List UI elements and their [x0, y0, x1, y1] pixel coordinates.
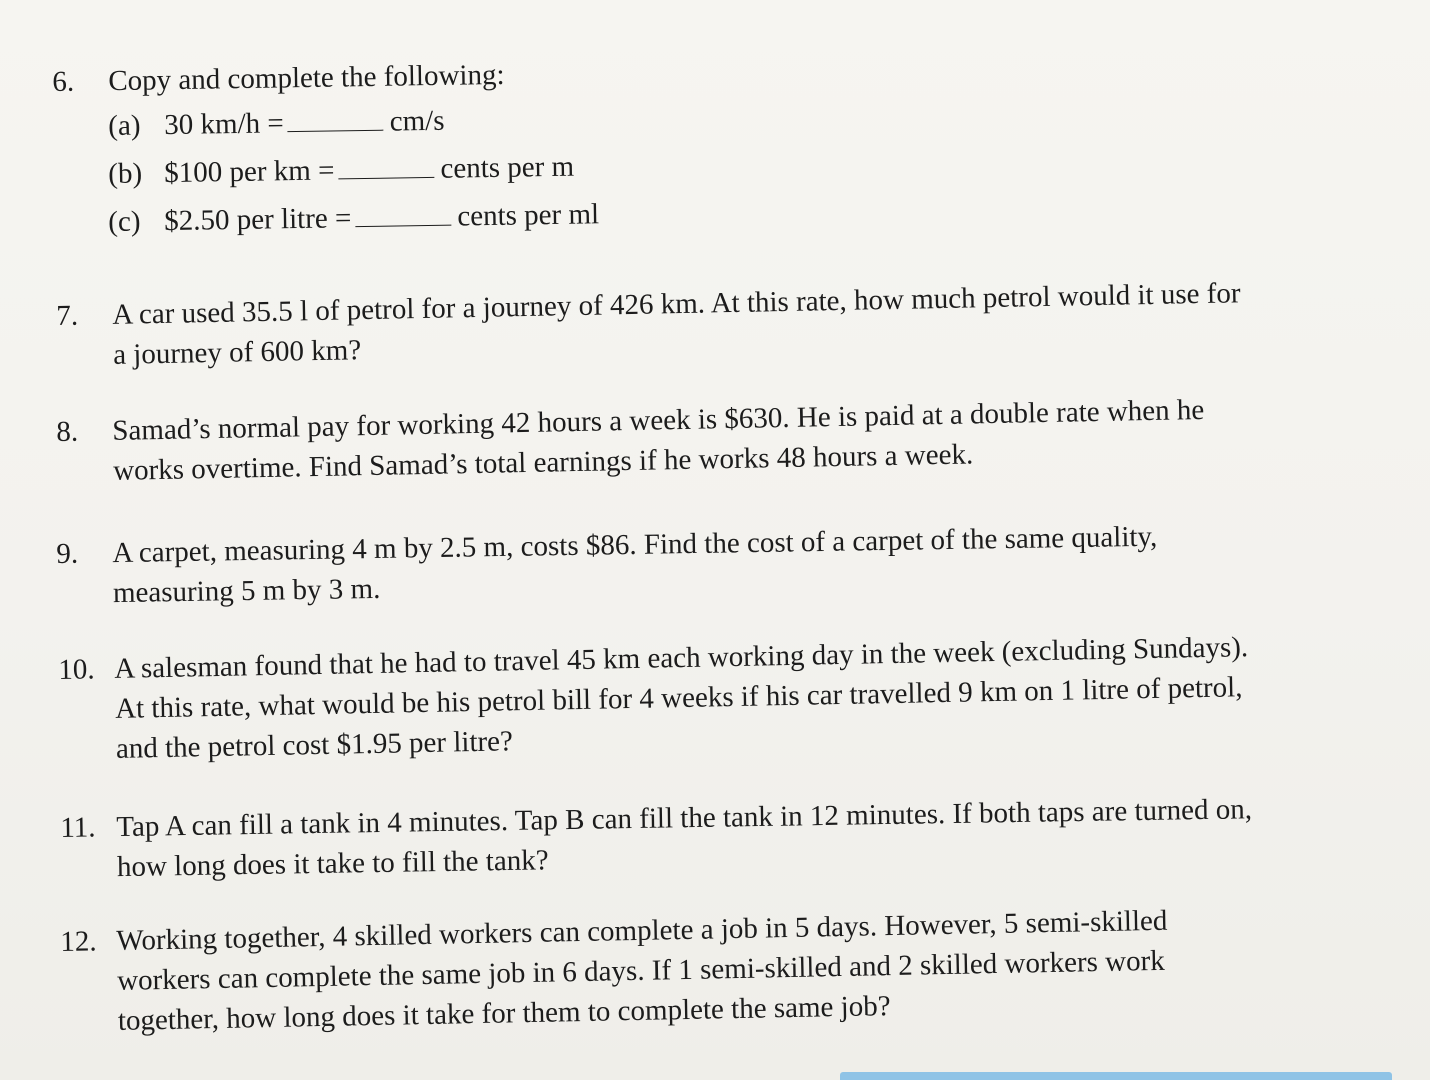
question-line: how long does it take to fill the tank? [116, 844, 549, 884]
part-label: (a) [108, 109, 141, 142]
question-line: A car used 35.5 l of petrol for a journey of 426 km. At this rate, how much petrol would it use for [112, 277, 1241, 331]
part-label: (b) [108, 157, 143, 190]
question-12 [60, 897, 1362, 1042]
question-line: together, how long does it take for them to complete the same job? [117, 990, 891, 1037]
answer-blank [338, 155, 434, 180]
question-number: 6. [52, 65, 75, 98]
question-text [112, 390, 1205, 491]
question-line: Tap A can fill a tank in 4 minutes. Tap B can fill the tank in 12 minutes. If both taps are turned on, [116, 793, 1253, 844]
question-number: 12. [60, 925, 97, 958]
question-text [116, 901, 1169, 1041]
part-left: $100 per km = [164, 154, 335, 190]
question-6-part-b [108, 149, 574, 192]
question-number: 8. [56, 415, 79, 448]
question-11 [60, 787, 1401, 888]
part-right: cents per ml [457, 198, 600, 233]
question-line: a journey of 600 km? [112, 334, 362, 371]
question-text [116, 789, 1253, 887]
question-number: 11. [60, 811, 96, 844]
question-6-part-a [108, 103, 445, 144]
question-line: measuring 5 m by 3 m. [112, 572, 381, 610]
part-right: cm/s [389, 104, 445, 138]
question-number: 10. [58, 653, 95, 686]
question-line: A carpet, measuring 4 m by 2.5 m, costs $86. Find the cost of a carpet of the same quality, [112, 520, 1158, 570]
question-text: Copy and complete the following: [108, 58, 505, 98]
question-7 [56, 270, 1397, 376]
question-line: and the petrol cost $1.95 per litre? [115, 725, 514, 765]
question-number: 9. [56, 537, 79, 570]
question-text [114, 627, 1250, 769]
page-bottom-strip [840, 1072, 1392, 1080]
question-9 [56, 513, 1397, 614]
question-line: works overtime. Find Samad’s total earnings if he works 48 hours a week. [112, 438, 974, 487]
question-text [112, 273, 1242, 375]
answer-blank [355, 203, 451, 228]
question-6 [52, 51, 753, 106]
answer-blank [288, 108, 384, 133]
part-left: 30 km/h = [164, 107, 284, 142]
question-line: workers can complete the same job in 6 days. If 1 semi-skilled and 2 skilled workers work [116, 944, 1166, 997]
question-line: At this rate, what would be his petrol bill for 4 weeks if his car travelled 9 km on 1 litre of petrol, [114, 671, 1243, 725]
question-line: Samad’s normal pay for working 42 hours a week is $630. He is paid at a double rate when he [112, 393, 1205, 447]
question-number: 7. [56, 299, 79, 332]
question-8 [56, 386, 1397, 492]
question-line: A salesman found that he had to travel 45 km each working day in the week (excluding Sundays). [114, 631, 1249, 685]
question-line: Working together, 4 skilled workers can complete a job in 5 days. However, 5 semi-skilled [116, 904, 1168, 957]
question-10 [58, 624, 1400, 770]
part-right: cents per m [440, 150, 575, 185]
part-label: (c) [108, 205, 141, 238]
question-text [112, 517, 1158, 613]
part-left: $2.50 per litre = [164, 202, 352, 238]
question-6-part-c [108, 196, 599, 240]
